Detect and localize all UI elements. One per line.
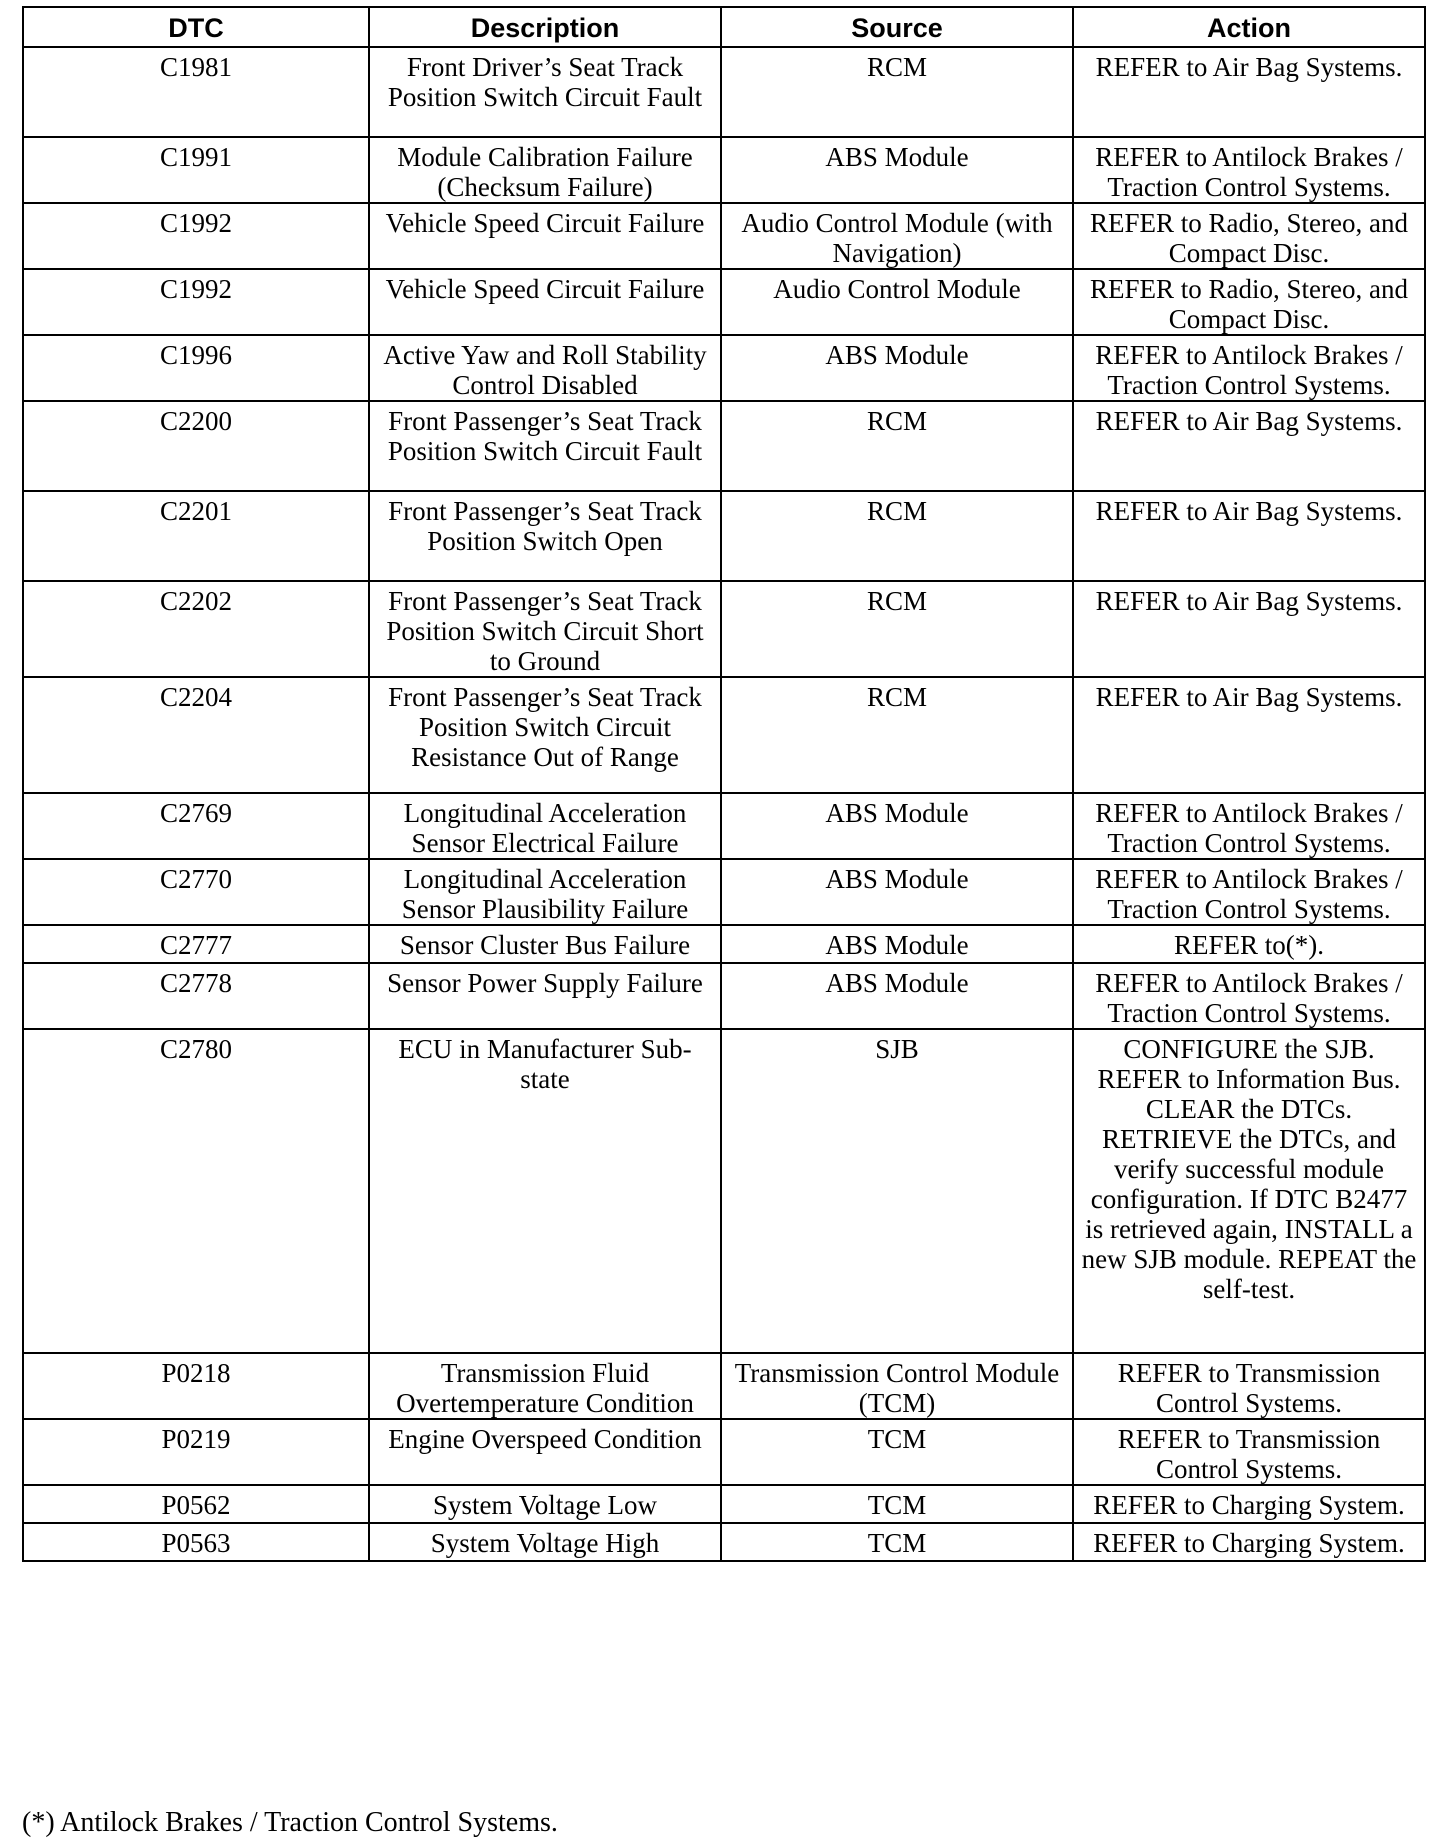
source-cell: ABS Module	[721, 859, 1073, 925]
table-row	[23, 1029, 1425, 1353]
table-row	[23, 859, 1425, 925]
table-row	[23, 401, 1425, 491]
table-row	[23, 335, 1425, 401]
dtc-cell: C2202	[23, 581, 369, 677]
source-cell: Audio Control Module (with Navigation)	[721, 203, 1073, 269]
action-cell: REFER to Antilock Brakes / Traction Control Systems.	[1073, 963, 1425, 1029]
table-header-row	[23, 7, 1425, 47]
table-row	[23, 1419, 1425, 1485]
action-cell: REFER to Air Bag Systems.	[1073, 677, 1425, 793]
table-row	[23, 203, 1425, 269]
table-row	[23, 793, 1425, 859]
dtc-cell: C2769	[23, 793, 369, 859]
action-cell: REFER to Antilock Brakes / Traction Control Systems.	[1073, 859, 1425, 925]
source-cell: SJB	[721, 1029, 1073, 1353]
action-cell: REFER to(*).	[1073, 925, 1425, 963]
description-cell: Sensor Cluster Bus Failure	[369, 925, 721, 963]
description-cell: Front Passenger’s Seat Track Position Switch Open	[369, 491, 721, 581]
table-row	[23, 963, 1425, 1029]
description-cell: Engine Overspeed Condition	[369, 1419, 721, 1485]
table-body	[23, 47, 1425, 1561]
description-cell: ECU in Manufacturer Sub-state	[369, 1029, 721, 1353]
dtc-cell: C1991	[23, 137, 369, 203]
dtc-cell: C1992	[23, 203, 369, 269]
action-cell: REFER to Radio, Stereo, and Compact Disc.	[1073, 203, 1425, 269]
action-cell: REFER to Charging System.	[1073, 1523, 1425, 1561]
footnote: (*) Antilock Brakes / Traction Control Systems.	[22, 1807, 558, 1838]
description-cell: Longitudinal Acceleration Sensor Electrical Failure	[369, 793, 721, 859]
table-row	[23, 269, 1425, 335]
source-cell: ABS Module	[721, 335, 1073, 401]
source-cell: Transmission Control Module (TCM)	[721, 1353, 1073, 1419]
dtc-table	[22, 6, 1426, 1562]
description-cell: Front Driver’s Seat Track Position Switch Circuit Fault	[369, 47, 721, 137]
source-cell: RCM	[721, 47, 1073, 137]
action-cell: REFER to Transmission Control Systems.	[1073, 1419, 1425, 1485]
dtc-cell: C1992	[23, 269, 369, 335]
description-cell: Vehicle Speed Circuit Failure	[369, 203, 721, 269]
action-cell: REFER to Antilock Brakes / Traction Control Systems.	[1073, 137, 1425, 203]
description-cell: Vehicle Speed Circuit Failure	[369, 269, 721, 335]
source-cell: RCM	[721, 677, 1073, 793]
dtc-cell: C2777	[23, 925, 369, 963]
dtc-cell: C2770	[23, 859, 369, 925]
dtc-cell: C2200	[23, 401, 369, 491]
source-cell: Audio Control Module	[721, 269, 1073, 335]
source-cell: TCM	[721, 1485, 1073, 1523]
source-cell: RCM	[721, 491, 1073, 581]
dtc-cell: C2780	[23, 1029, 369, 1353]
action-cell: REFER to Air Bag Systems.	[1073, 491, 1425, 581]
header-description: Description	[369, 7, 721, 47]
description-cell: Front Passenger’s Seat Track Position Switch Circuit Fault	[369, 401, 721, 491]
action-cell: REFER to Air Bag Systems.	[1073, 47, 1425, 137]
description-cell: System Voltage Low	[369, 1485, 721, 1523]
table-row	[23, 677, 1425, 793]
source-cell: ABS Module	[721, 137, 1073, 203]
description-cell: Sensor Power Supply Failure	[369, 963, 721, 1029]
table-row	[23, 491, 1425, 581]
table-row	[23, 1353, 1425, 1419]
description-cell: Active Yaw and Roll Stability Control Disabled	[369, 335, 721, 401]
description-cell: System Voltage High	[369, 1523, 721, 1561]
header-dtc: DTC	[23, 7, 369, 47]
table-row	[23, 47, 1425, 137]
dtc-cell: P0219	[23, 1419, 369, 1485]
table-row	[23, 581, 1425, 677]
description-cell: Front Passenger’s Seat Track Position Switch Circuit Short to Ground	[369, 581, 721, 677]
action-cell: REFER to Antilock Brakes / Traction Control Systems.	[1073, 793, 1425, 859]
dtc-cell: P0562	[23, 1485, 369, 1523]
table-row	[23, 1523, 1425, 1561]
dtc-cell: C2204	[23, 677, 369, 793]
table-row	[23, 1485, 1425, 1523]
action-cell: REFER to Charging System.	[1073, 1485, 1425, 1523]
description-cell: Front Passenger’s Seat Track Position Switch Circuit Resistance Out of Range	[369, 677, 721, 793]
dtc-cell: C2778	[23, 963, 369, 1029]
action-cell: REFER to Antilock Brakes / Traction Control Systems.	[1073, 335, 1425, 401]
action-cell: CONFIGURE the SJB. REFER to Information Bus. CLEAR the DTCs. RETRIEVE the DTCs, and verify successful module configuration. If DTC B2477 is retrieved again, INSTALL a new SJB module. REPEAT the self-test.	[1073, 1029, 1425, 1353]
action-cell: REFER to Radio, Stereo, and Compact Disc.	[1073, 269, 1425, 335]
table-row	[23, 137, 1425, 203]
header-source: Source	[721, 7, 1073, 47]
action-cell: REFER to Air Bag Systems.	[1073, 581, 1425, 677]
source-cell: RCM	[721, 401, 1073, 491]
table-row	[23, 925, 1425, 963]
description-cell: Longitudinal Acceleration Sensor Plausibility Failure	[369, 859, 721, 925]
source-cell: ABS Module	[721, 925, 1073, 963]
source-cell: TCM	[721, 1419, 1073, 1485]
dtc-cell: P0563	[23, 1523, 369, 1561]
action-cell: REFER to Air Bag Systems.	[1073, 401, 1425, 491]
source-cell: ABS Module	[721, 963, 1073, 1029]
dtc-cell: C1996	[23, 335, 369, 401]
description-cell: Module Calibration Failure (Checksum Failure)	[369, 137, 721, 203]
dtc-cell: P0218	[23, 1353, 369, 1419]
source-cell: TCM	[721, 1523, 1073, 1561]
dtc-cell: C2201	[23, 491, 369, 581]
description-cell: Transmission Fluid Overtemperature Condition	[369, 1353, 721, 1419]
source-cell: ABS Module	[721, 793, 1073, 859]
source-cell: RCM	[721, 581, 1073, 677]
header-action: Action	[1073, 7, 1425, 47]
dtc-cell: C1981	[23, 47, 369, 137]
action-cell: REFER to Transmission Control Systems.	[1073, 1353, 1425, 1419]
